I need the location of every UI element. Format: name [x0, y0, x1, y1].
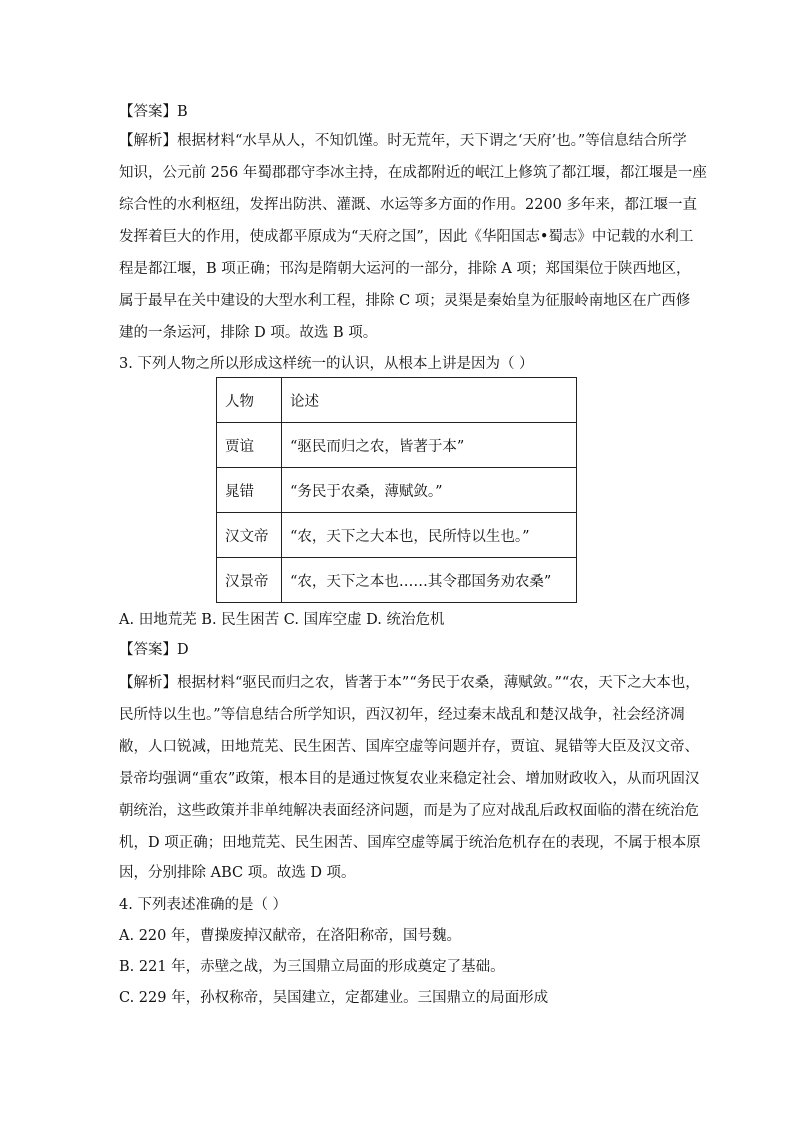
table-row	[217, 468, 577, 513]
table-cell: 晁错	[217, 468, 282, 513]
analysis-text: 根据材料“驱民而归之农，皆著于本”“务民于农桑，薄赋敛。”“农，天下之大本也，	[177, 675, 700, 691]
table-header-row	[217, 378, 577, 423]
analysis-line	[119, 674, 700, 692]
table-cell: 贾谊	[217, 423, 282, 468]
answer-label: 【答案】	[119, 104, 177, 120]
table-cell: “农，天下之本也……其令郡国务劝农桑”	[282, 558, 577, 603]
analysis-line: 发挥着巨大的作用，使成都平原成为“天府之国”，因此《华阳国志•蜀志》中记载的水利工	[119, 229, 694, 245]
table-row	[217, 513, 577, 558]
answer-label: 【答案】	[119, 642, 177, 658]
analysis-line	[119, 132, 687, 150]
table-row	[217, 423, 577, 468]
table-cell: “务民于农桑，薄赋敛。”	[282, 468, 577, 513]
question-4-stem: 4. 下列表述准确的是（ ）	[119, 897, 288, 913]
question-4-option-b: B. 221 年，赤壁之战，为三国鼎立局面的形成奠定了基础。	[119, 959, 505, 975]
analysis-line: 景帝均强调“重农”政策，根本目的是通过恢复农业来稳定社会、增加财政收入，从而巩固汉	[119, 771, 700, 787]
quote-table	[216, 377, 577, 603]
table-cell: 汉文帝	[217, 513, 282, 558]
answer-value: D	[177, 642, 189, 658]
analysis-label: 【解析】	[119, 133, 177, 149]
analysis-text: 根据材料“水旱从人，不知饥馑。时无荒年，天下谓之‘天府’也。”等信息结合所学	[177, 133, 687, 149]
analysis-line: 建的一条运河，排除 D 项。故选 B 项。	[119, 325, 378, 341]
table-header-cell: 论述	[282, 378, 577, 423]
analysis-line: 机，D 项正确；田地荒芜、民生困苦、国库空虚等属于统治危机存在的表现，不属于根本原	[119, 835, 701, 851]
question-4-option-c: C. 229 年，孙权称帝，吴国建立，定都建业。三国鼎立的局面形成	[119, 990, 549, 1006]
answer-1	[119, 103, 188, 121]
analysis-line: 知识，公元前 256 年蜀郡郡守李冰主持，在成都附近的岷江上修筑了都江堰，都江堰是一座	[119, 165, 707, 181]
analysis-line: 朝统治，这些政策并非单纯解决表面经济问题，而是为了应对战乱后政权面临的潜在统治危	[119, 803, 699, 819]
table-cell: “驱民而归之农，皆著于本”	[282, 423, 577, 468]
table-header-cell: 人物	[217, 378, 282, 423]
table-row	[217, 558, 577, 603]
analysis-line: 因，分别排除 ABC 项。故选 D 项。	[119, 865, 356, 881]
analysis-line: 民所恃以生也。”等信息结合所学知识，西汉初年，经过秦末战乱和楚汉战争，社会经济凋	[119, 707, 685, 723]
analysis-line: 属于最早在关中建设的大型水利工程，排除 C 项；灵渠是秦始皇为征服岭南地区在广西修	[119, 293, 691, 309]
analysis-line: 综合性的水利枢纽，发挥出防洪、灌溉、水运等多方面的作用。2200 多年来，都江堰一直	[119, 197, 698, 213]
answer-2	[119, 641, 189, 659]
table-cell: “农，天下之大本也，民所恃以生也。”	[282, 513, 577, 558]
answer-value: B	[177, 104, 188, 120]
question-3-stem: 3. 下列人物之所以形成这样统一的认识，从根本上讲是因为（ ）	[119, 356, 534, 372]
question-4-option-a: A. 220 年，曹操废掉汉献帝，在洛阳称帝，国号魏。	[119, 928, 461, 944]
question-3-options: A. 田地荒芜 B. 民生困苦 C. 国库空虚 D. 统治危机	[119, 612, 445, 628]
analysis-label: 【解析】	[119, 675, 177, 691]
analysis-line: 程是都江堰，B 项正确；邗沟是隋朝大运河的一部分，排除 A 项；郑国渠位于陕西地区，	[119, 261, 691, 277]
table-cell: 汉景帝	[217, 558, 282, 603]
analysis-line: 敝，人口锐减，田地荒芜、民生困苦、国库空虚等问题并存，贾谊、晁错等大臣及汉文帝、	[119, 739, 699, 755]
